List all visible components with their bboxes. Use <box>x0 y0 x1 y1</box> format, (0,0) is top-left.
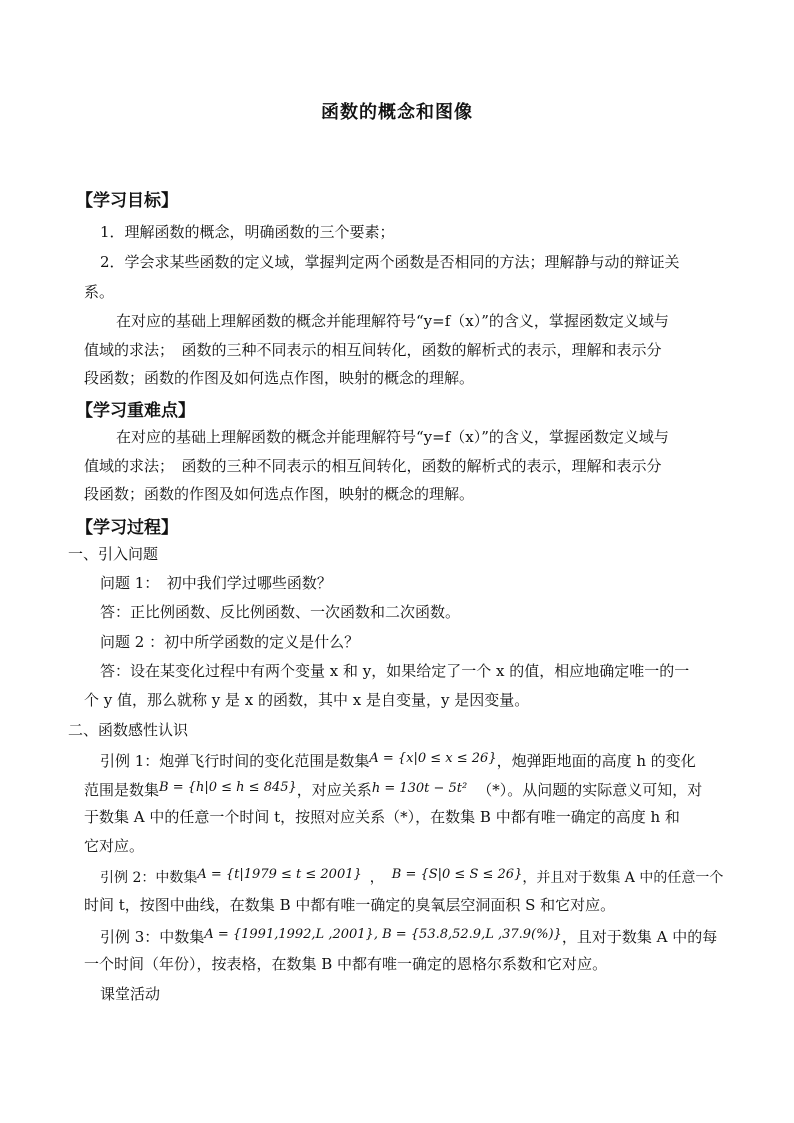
example-2-set-A: A = {t|1979 ≤ t ≤ 2001} <box>197 867 362 882</box>
part2-heading: 二、函数感性认识 <box>68 721 189 739</box>
question-1: 问题 1： 初中我们学过哪些函数？ <box>100 574 332 592</box>
example-3-text-b: ，且对于数集 A 中的每 <box>561 928 718 946</box>
answer-2-line-1: 答：设在某变化过程中有两个变量 x 和 y，如果给定了一个 x 的值，相应地确定唯一的一 <box>100 662 690 680</box>
key-point-line-3: 段函数；函数的作图及如何选点作图，映射的概念的理解。 <box>84 485 475 503</box>
question-2: 问题 2 ：初中所学函数的定义是什么？ <box>100 633 360 651</box>
example-1-text-c: 范围是数集 <box>84 781 160 799</box>
example-1-set-B: B = {h|0 ≤ h ≤ 845} <box>159 780 297 795</box>
example-3-line-1 <box>100 925 717 947</box>
example-1-text-b: ，炮弹距地面的高度 h 的变化 <box>496 752 696 770</box>
example-1-text-d: ，对应关系 <box>296 781 372 799</box>
section-process-heading: 【学习过程】 <box>76 518 178 538</box>
goal-item-2-line-2: 系。 <box>84 283 115 301</box>
example-3-line-2: 一个时间（年份），按表格，在数集 B 中都有唯一确定的恩格尔系数和它对应。 <box>84 955 608 973</box>
example-1-text-a: 引例 1：炮弹飞行时间的变化范围是数集 <box>100 752 370 770</box>
goal-para-line-3: 段函数；函数的作图及如何选点作图，映射的概念的理解。 <box>84 369 475 387</box>
example-1-line-2 <box>84 778 702 800</box>
answer-2-line-2: 个 y 值，那么就称 y 是 x 的函数，其中 x 是自变量，y 是因变量。 <box>84 691 530 709</box>
example-1-set-A: A = {x|0 ≤ x ≤ 26} <box>369 751 497 766</box>
example-2-set-B: B = {S|0 ≤ S ≤ 26} <box>391 867 523 882</box>
part1-heading: 一、引入问题 <box>68 545 159 563</box>
example-1-line-4: 它对应。 <box>84 837 145 855</box>
example-1-text-e: （*）。从问题的实际意义可知，对 <box>477 781 703 799</box>
class-activity-heading: 课堂活动 <box>100 985 161 1003</box>
page-title: 函数的概念和图像 <box>321 102 473 123</box>
section-key-points-heading: 【学习重难点】 <box>76 401 195 421</box>
example-2-text-a: 引例 2：中数集 <box>100 870 198 886</box>
key-point-line-1: 在对应的基础上理解函数的概念并能理解符号“y=f（x）”的含义，掌握函数定义域与 <box>116 428 669 446</box>
example-1-line-3: 于数集 A 中的任意一个时间 t，按照对应关系（*），在数集 B 中都有唯一确定的高度 h 和 <box>84 808 680 826</box>
example-2-line-1 <box>100 865 723 888</box>
example-3-text-a: 引例 3：中数集 <box>100 928 205 946</box>
example-3-sets: A = {1991,1992,L ,2001}, B = {53.8,52.9,L ,37.9(%)} <box>204 927 562 942</box>
key-point-line-2: 值域的求法； 函数的三种不同表示的相互间转化，函数的解析式的表示，理解和表示分 <box>84 457 662 475</box>
goal-para-line-1: 在对应的基础上理解函数的概念并能理解符号“y=f（x）”的含义，掌握函数定义域与 <box>116 312 669 330</box>
answer-1: 答：正比例函数、反比例函数、一次函数和二次函数。 <box>100 603 461 621</box>
example-2-line-2: 时间 t，按图中曲线，在数集 B 中都有唯一确定的臭氧层空洞面积 S 和它对应。 <box>84 896 616 914</box>
example-1-formula: h = 130t − 5t² <box>371 781 468 796</box>
goal-item-1: 1．理解函数的概念，明确函数的三个要素； <box>100 223 395 241</box>
example-2-text-c: ，并且对于数集 A 中的任意一个 <box>522 870 724 886</box>
example-2-text-b: ， <box>369 870 384 886</box>
section-goals-heading: 【学习目标】 <box>76 191 178 211</box>
goal-para-line-2: 值域的求法； 函数的三种不同表示的相互间转化，函数的解析式的表示，理解和表示分 <box>84 341 662 359</box>
example-1-line-1 <box>100 749 696 771</box>
goal-item-2-line-1: 2．学会求某些函数的定义域，掌握判定两个函数是否相同的方法；理解静与动的辩证关 <box>100 253 680 271</box>
